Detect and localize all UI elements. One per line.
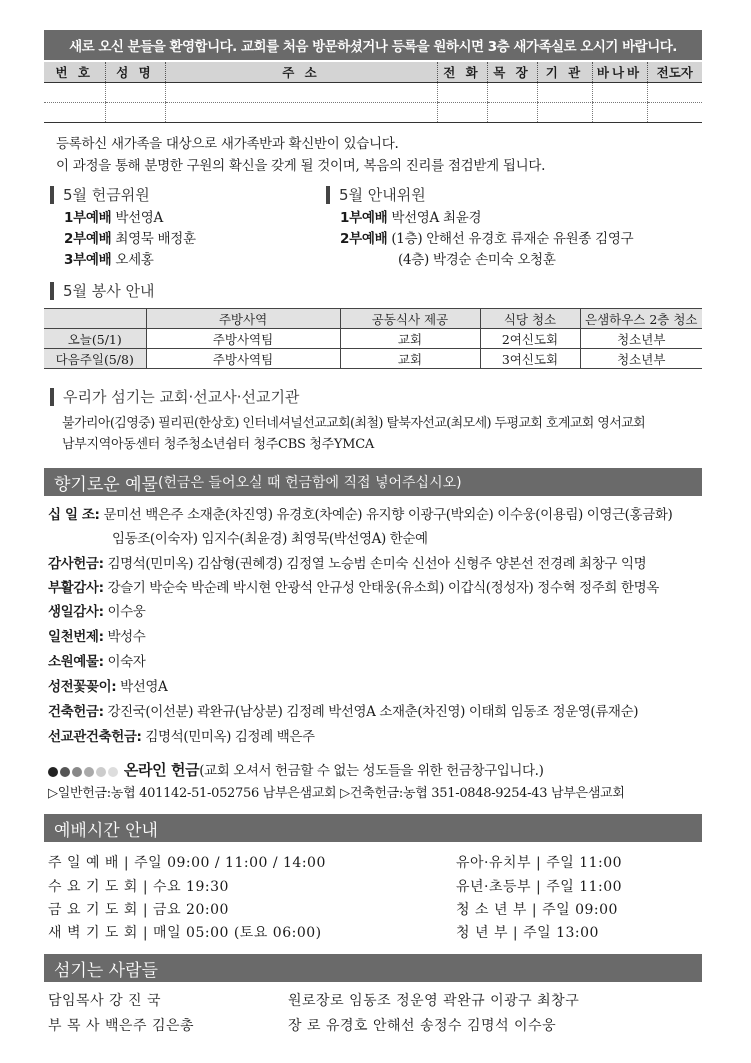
- row-label: 1부예배: [64, 210, 112, 226]
- col-barnabas: 바나바: [592, 62, 647, 82]
- role-label: 담임목사: [48, 993, 105, 1009]
- row-value: 박선영A: [115, 210, 164, 226]
- cell: 은샘하우스 2층 청소: [580, 309, 702, 329]
- cell: 주방사역: [146, 309, 340, 329]
- intro-line: 이 과정을 통해 분명한 구원의 확신을 갖게 될 것이며, 복음의 진리를 점검받게 됩니다.: [56, 158, 546, 174]
- dots-icon: [48, 763, 120, 779]
- offering-names: 박성수: [107, 629, 146, 645]
- worship-name: 금 요 기 도 회: [48, 902, 138, 918]
- missions-line: 불가리아(김영중) 필리핀(한상호) 인터네셔널선교교회(최철) 탈북자선교(최모세) 두평교회 호계교회 영서교회: [62, 416, 646, 431]
- intro-line: 등록하신 새가족을 대상으로 새가족반과 확신반이 있습니다.: [56, 136, 399, 152]
- registration-table: [44, 62, 702, 123]
- online-title: 온라인 헌금: [123, 761, 200, 779]
- role-label: 부 목 사: [48, 1018, 100, 1034]
- role-names: 백은주 김은총: [104, 1018, 195, 1034]
- worship-time: 주일 09:00: [542, 902, 618, 918]
- row-value: (1층) 안해선 유경호 류재순 유원종 김영구: [391, 231, 634, 247]
- online-note: (교회 오셔서 헌금할 수 없는 성도들을 위한 헌금창구입니다.): [199, 763, 544, 779]
- offering-label: 건축헌금:: [48, 704, 104, 720]
- cell: 교회: [340, 349, 480, 369]
- offering-header: [44, 468, 702, 496]
- table-row: [44, 102, 702, 122]
- row-label: 2부예배: [340, 231, 388, 247]
- cell: 주방사역팀: [146, 349, 340, 369]
- col-evangelist: 전도자: [647, 62, 702, 82]
- col-phone: 전 화: [437, 62, 487, 82]
- row-label: 1부예배: [340, 210, 388, 226]
- row-value: 최영묵 배정훈: [115, 231, 196, 247]
- cell: 오늘(5/1): [44, 329, 146, 349]
- offering-label: 생일감사:: [48, 604, 104, 620]
- worship-time: 주일 11:00: [546, 879, 623, 895]
- col-org: 기 관: [537, 62, 592, 82]
- cell: 공동식사 제공: [340, 309, 480, 329]
- row-value: 오세홍: [115, 252, 154, 268]
- worship-time: 수요 19:30: [153, 879, 229, 895]
- cell: 2여신도회: [480, 329, 580, 349]
- worship-name: 청 소 년 부: [456, 902, 527, 918]
- worship-header: 예배시간 안내: [44, 814, 702, 842]
- cell: 식당 청소: [480, 309, 580, 329]
- service-table: [44, 308, 702, 369]
- worship-time: 주일 13:00: [523, 925, 599, 941]
- section-title: 5월 헌금위원: [50, 186, 150, 204]
- role-label: 장 로: [288, 1018, 321, 1034]
- cell: 청소년부: [580, 329, 702, 349]
- worship-time: 금요 20:00: [153, 902, 229, 918]
- cell: 다음주일(5/8): [44, 349, 146, 369]
- role-names: 유경호 안해선 송정수 김명석 이수웅: [325, 1018, 557, 1034]
- col-group: 목 장: [487, 62, 537, 82]
- table-row: [44, 329, 702, 349]
- col-number: 번 호: [44, 62, 105, 82]
- row-value: (4층) 박경순 손미숙 오청훈: [398, 252, 556, 268]
- worship-name: 주 일 예 배: [48, 855, 119, 871]
- servants-header: 섬기는 사람들: [44, 954, 702, 982]
- row-label: 3부예배: [64, 252, 112, 268]
- worship-name: 유년·초등부: [456, 879, 532, 895]
- worship-time: 주일 09:00 / 11:00 / 14:00: [134, 855, 326, 871]
- table-row: [44, 82, 702, 102]
- worship-name: 청 년 부: [456, 925, 508, 941]
- tithe-names: 문미선 백은주 소재춘(차진영) 유경호(차예순) 유지향 이광구(박외순) 이수웅(이용림) 이영근(홍금화): [103, 507, 673, 523]
- offering-note: (헌금은 들어오실 때 헌금함에 직접 넣어주십시오): [157, 475, 462, 491]
- worship-name: 새 벽 기 도 회: [48, 925, 138, 941]
- section-title: 우리가 섬기는 교회·선교사·선교기관: [50, 388, 299, 406]
- offering-names: 김명석(민미옥) 김정례 백은주: [145, 729, 315, 745]
- worship-name: 유아·유치부: [456, 855, 532, 871]
- offering-label: 선교관건축헌금:: [48, 729, 142, 745]
- cell: 3여신도회: [480, 349, 580, 369]
- row-label: 2부예배: [64, 231, 112, 247]
- role-names: 임동조 정운영 곽완규 이광구 최창구: [349, 993, 580, 1009]
- col-name: 성 명: [105, 62, 165, 82]
- offering-label: 소원예물:: [48, 654, 104, 670]
- missions-line: 남부지역아동센터 청주청소년쉼터 청주CBS 청주YMCA: [62, 437, 374, 452]
- offering-names: 이숙자: [107, 654, 146, 670]
- cell: 주방사역팀: [146, 329, 340, 349]
- cell: [44, 309, 146, 329]
- cell: 청소년부: [580, 349, 702, 369]
- offering-names: 강슬기 박순숙 박순례 박시현 안광석 안규성 안태웅(유소희) 이갑식(정성자) 정수혁 정주희 한명옥: [107, 580, 659, 596]
- col-address: 주 소: [165, 62, 437, 82]
- offering-names: 이수웅: [107, 604, 146, 620]
- role-label: 원로장로: [288, 993, 345, 1009]
- offering-label: 부활감사:: [48, 580, 104, 596]
- account-info: ▷일반헌금:농협 401142-51-052756 남부은샘교회 ▷건축헌금:농협 351-0848-9254-43 남부은샘교회: [48, 786, 625, 801]
- worship-time: 주일 11:00: [546, 855, 623, 871]
- tithe-names: 임동조(이숙자) 임지수(최윤경) 최영묵(박선영A) 한순예: [112, 531, 428, 547]
- offering-names: 박선영A: [120, 679, 168, 695]
- welcome-banner: 새로 오신 분들을 환영합니다. 교회를 처음 방문하셨거나 등록을 원하시면 3층 새가족실로 오시기 바랍니다.: [44, 30, 702, 60]
- cell: 교회: [340, 329, 480, 349]
- offering-label: 성전꽃꽂이:: [48, 679, 117, 695]
- row-value: 박선영A 최윤경: [391, 210, 482, 226]
- table-row: [44, 349, 702, 369]
- offering-label: 감사헌금:: [48, 556, 104, 572]
- section-title: 5월 봉사 안내: [50, 282, 155, 300]
- offering-names: 강진국(이선분) 곽완규(남상분) 김정례 박선영A 소재춘(차진영) 이태희 임동조 정운영(류재순): [107, 704, 639, 720]
- role-names: 강 진 국: [109, 993, 162, 1009]
- worship-time: 매일 05:00 (토요 06:00): [153, 925, 322, 941]
- worship-name: 수 요 기 도 회: [48, 879, 138, 895]
- offering-title: 향기로운 예물: [54, 474, 158, 495]
- offering-label: 일천번제:: [48, 629, 104, 645]
- section-title: 5월 안내위원: [326, 186, 426, 204]
- tithe-label: 십 일 조:: [48, 507, 100, 523]
- offering-names: 김명석(민미옥) 김삼형(권혜경) 김정열 노승범 손미숙 신선아 신형주 양본선 전경례 최창구 익명: [107, 556, 647, 572]
